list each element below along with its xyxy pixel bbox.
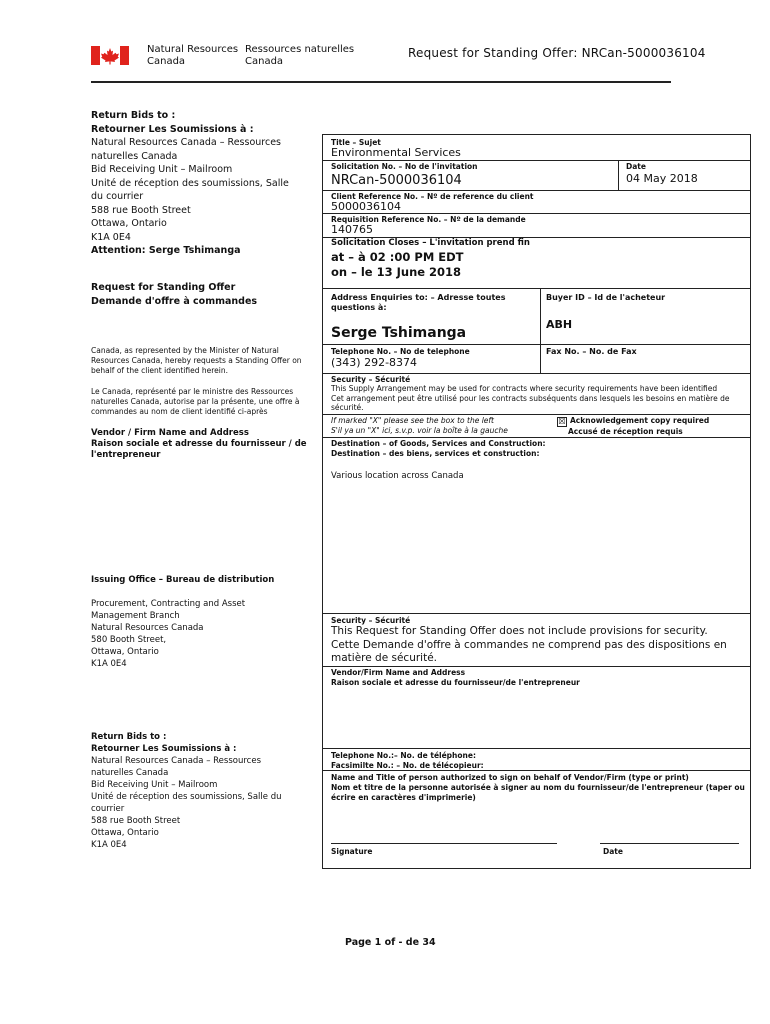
date-value: 04 May 2018 xyxy=(626,172,698,185)
security-text: This Supply Arrangement may be used for contracts where security requirements have been identified Cet arrangement peut être utilisé pour les contracts subséquents dans lesquels les besoins en matière de sécurité. xyxy=(331,384,730,412)
closing-time: at – à 02 :00 PM EDT xyxy=(331,250,464,264)
phone-fax-label: Telephone No.:– No. de téléphone: Facsimilte No.: – No. de télécopieur: xyxy=(331,751,484,770)
destination-label: Destination – of Goods, Services and Construction: Destination – des biens, services et construction: xyxy=(331,439,546,458)
acknowledgement-checkbox[interactable]: ☒ Acknowledgement copy required Accusé de réception requis xyxy=(558,416,710,436)
canada-flag-logo xyxy=(91,46,129,65)
date-label: Date xyxy=(626,162,646,171)
canada-statement-en: Canada, as represented by the Minister of Natural Resources Canada, hereby requests a Standing Offer on behalf of the client identified herein. xyxy=(91,346,302,375)
requisition-reference-label: Requisition Reference No. – Nº de la demande xyxy=(331,215,526,224)
closing-date: on – le 13 June 2018 xyxy=(331,265,462,279)
canada-statement-fr: Le Canada, représenté par le ministre des Ressources naturelles Canada, autorise par la présente, une offre à commandes au nom de client identifié ci-après xyxy=(91,387,300,416)
checked-box-icon[interactable]: ☒ xyxy=(558,417,566,426)
document-title: Request for Standing Offer: NRCan-5000036104 xyxy=(408,46,706,60)
department-name-fr: Ressources naturelles Canada xyxy=(245,44,355,67)
return-bids-block-2: Return Bids to : Retourner Les Soumissions à : Natural Resources Canada – Ressources naturelles Canada Bid Receiving Unit – Mailroom Unité de réception des soumissions, Salle du courrier 588 rue Booth Street Ottawa, Ontario K1A 0E4 xyxy=(91,732,282,850)
security-label: Security – Sécurité xyxy=(331,375,411,384)
security-text-2: This Request for Standing Offer does not include provisions for security. Cette Demande d'offre à commandes ne comprend pas des dispositions en matière de sécurité. xyxy=(331,625,727,664)
issuing-office-address: Procurement, Contracting and Asset Management Branch Natural Resources Canada 580 Booth Street, Ottawa, Ontario K1A 0E4 xyxy=(91,599,246,669)
attention-line: Attention: Serge Tshimanga xyxy=(91,245,241,256)
telephone-value: (343) 292-8374 xyxy=(331,356,418,369)
address-enquiries-label: Address Enquiries to: – Adresse toutes questions à: xyxy=(331,293,506,312)
solicitation-number-label: Solicitation No. – No de l'invitation xyxy=(331,162,478,171)
vendor-firm-heading: Vendor / Firm Name and Address Raison sociale et adresse du fournisseur / de l'entrepreneur xyxy=(91,428,307,460)
client-reference-value: 5000036104 xyxy=(331,200,401,213)
client-reference-label: Client Reference No. – Nº de reference du client xyxy=(331,192,534,201)
solicitation-closes-label: Solicitation Closes – L'invitation prend fin xyxy=(331,238,530,248)
security-label-2: Security – Sécurité xyxy=(331,616,411,625)
signature-label: Signature xyxy=(331,847,373,856)
issuing-office-heading: Issuing Office – Bureau de distribution xyxy=(91,575,275,585)
fax-label: Fax No. – No. de Fax xyxy=(546,347,637,356)
destination-value: Various location across Canada xyxy=(331,471,464,481)
header-divider xyxy=(91,81,671,83)
authorized-person-label: Name and Title of person authorized to sign on behalf of Vendor/Firm (type or print) Nom et titre de la personne autorisée à signer au nom du fournisseur/de l'entrepreneur (taper ou écrire en caractères d'imprimerie) xyxy=(331,773,745,802)
requisition-reference-value: 140765 xyxy=(331,223,373,236)
buyer-id-label: Buyer ID – Id de l'acheteur xyxy=(546,293,666,302)
department-name-en: Natural Resources Canada xyxy=(147,44,239,67)
vendor-firm-label: Vendor/Firm Name and Address Raison sociale et adresse du fournisseur/de l'entrepreneur xyxy=(331,668,580,687)
signature-line xyxy=(331,843,557,844)
rso-heading: Request for Standing Offer Demande d'offre à commandes xyxy=(91,282,258,307)
title-value: Environmental Services xyxy=(331,146,461,159)
return-bids-block: Return Bids to : Retourner Les Soumissions à : Natural Resources Canada – Ressources naturelles Canada Bid Receiving Unit – Mailroom Unité de réception des soumissions, Salle du courrier 588 rue Booth Street Ottawa, Ontario K1A 0E4 Attention: Serge Tshimanga xyxy=(91,109,316,258)
if-marked-note: If marked "X" please see the box to the left S'il ya un "X" ici, s.v.p. voir la boîte à la gauche xyxy=(331,416,508,435)
title-label: Title – Sujet xyxy=(331,138,381,147)
page-number: Page 1 of - de 34 xyxy=(345,937,436,948)
date-label-2: Date xyxy=(603,847,623,856)
contact-name: Serge Tshimanga xyxy=(331,325,467,341)
telephone-label: Telephone No. – No de telephone xyxy=(331,347,470,356)
date-line xyxy=(600,843,739,844)
buyer-id-value: ABH xyxy=(546,318,573,331)
solicitation-number-value: NRCan-5000036104 xyxy=(331,173,462,188)
